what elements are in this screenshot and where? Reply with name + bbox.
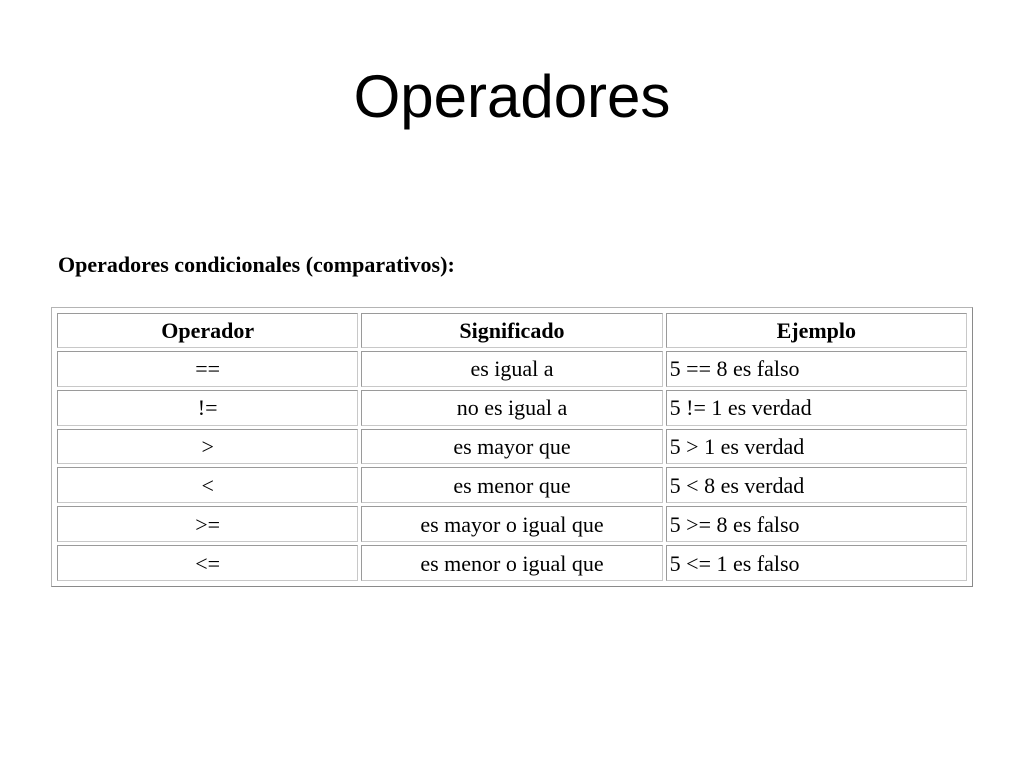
example-cell: 5 >= 8 es falso	[666, 506, 967, 542]
example-cell: 5 < 8 es verdad	[666, 467, 967, 503]
table-row	[57, 506, 967, 542]
example-cell: 5 != 1 es verdad	[666, 390, 967, 426]
operator-cell: <	[57, 467, 358, 503]
operator-cell: <=	[57, 545, 358, 581]
example-cell: 5 > 1 es verdad	[666, 429, 967, 465]
meaning-cell: es mayor que	[361, 429, 662, 465]
operator-cell: !=	[57, 390, 358, 426]
table-row	[57, 467, 967, 503]
header-meaning: Significado	[361, 313, 662, 348]
meaning-cell: es igual a	[361, 351, 662, 387]
meaning-cell: es menor o igual que	[361, 545, 662, 581]
table-header-row	[57, 313, 967, 348]
header-example: Ejemplo	[666, 313, 967, 348]
operator-cell: >=	[57, 506, 358, 542]
operators-table	[54, 310, 970, 584]
meaning-cell: es mayor o igual que	[361, 506, 662, 542]
section-subtitle: Operadores condicionales (comparativos):	[58, 252, 455, 277]
example-cell: 5 == 8 es falso	[666, 351, 967, 387]
table-row	[57, 351, 967, 387]
operator-cell: ==	[57, 351, 358, 387]
meaning-cell: no es igual a	[361, 390, 662, 426]
operator-cell: >	[57, 429, 358, 465]
operators-table-container	[51, 307, 973, 587]
table-row	[57, 545, 967, 581]
header-operator: Operador	[57, 313, 358, 348]
example-cell: 5 <= 1 es falso	[666, 545, 967, 581]
meaning-cell: es menor que	[361, 467, 662, 503]
table-row	[57, 390, 967, 426]
table-row	[57, 429, 967, 465]
slide-title: Operadores	[353, 63, 671, 130]
